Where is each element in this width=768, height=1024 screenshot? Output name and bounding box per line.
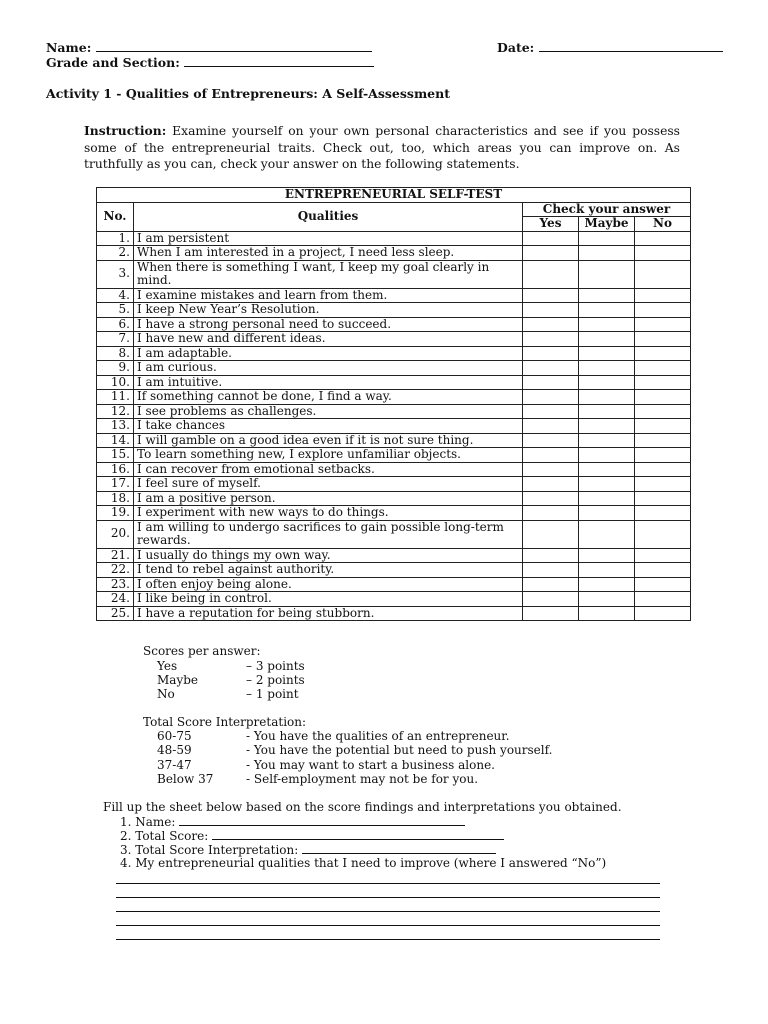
check-cell-yes[interactable] (523, 361, 579, 376)
fillup-interp-label: 3. Total Score Interpretation: (120, 843, 299, 857)
row-quality: I am willing to undergo sacrifices to gain possible long-term rewards. (134, 520, 523, 548)
fillup-interp-field[interactable] (302, 842, 496, 854)
answer-line-4[interactable] (116, 925, 660, 926)
row-number: 6. (97, 317, 134, 332)
row-quality: I can recover from emotional setbacks. (134, 462, 523, 477)
table-row (97, 448, 691, 463)
row-number: 2. (97, 246, 134, 261)
check-cell-no[interactable] (635, 506, 691, 521)
check-cell-maybe[interactable] (579, 419, 635, 434)
table-row (97, 404, 691, 419)
interp-range-3: 37-47 (157, 758, 192, 772)
check-cell-maybe[interactable] (579, 491, 635, 506)
row-number: 7. (97, 332, 134, 347)
answer-line-1[interactable] (116, 883, 660, 884)
row-quality: I am curious. (134, 361, 523, 376)
instruction-label: Instruction: (84, 123, 167, 138)
date-field[interactable] (539, 40, 723, 52)
check-cell-no[interactable] (635, 491, 691, 506)
row-number: 10. (97, 375, 134, 390)
row-quality: I am a positive person. (134, 491, 523, 506)
table-row (97, 433, 691, 448)
name-field[interactable] (96, 40, 372, 52)
row-quality: I feel sure of myself. (134, 477, 523, 492)
table-row (97, 506, 691, 521)
check-cell-yes[interactable] (523, 303, 579, 318)
grade-label: Grade and Section: (46, 55, 180, 70)
row-quality: I keep New Year’s Resolution. (134, 303, 523, 318)
fillup-name-row (120, 814, 465, 829)
col-header-no: No. (97, 202, 134, 231)
interp-range-1: 60-75 (157, 729, 192, 743)
table-row (97, 375, 691, 390)
answer-line-2[interactable] (116, 897, 660, 898)
table-row (97, 419, 691, 434)
check-cell-no[interactable] (635, 361, 691, 376)
check-cell-no[interactable] (635, 231, 691, 246)
col-header-maybe: Maybe (579, 217, 635, 232)
row-number: 13. (97, 419, 134, 434)
check-cell-maybe[interactable] (579, 288, 635, 303)
check-cell-yes[interactable] (523, 462, 579, 477)
check-cell-yes[interactable] (523, 491, 579, 506)
row-number: 3. (97, 260, 134, 288)
row-number: 12. (97, 404, 134, 419)
row-quality: I like being in control. (134, 592, 523, 607)
row-number: 21. (97, 548, 134, 563)
check-cell-maybe[interactable] (579, 433, 635, 448)
row-number: 23. (97, 577, 134, 592)
col-header-no-answer: No (635, 217, 691, 232)
row-quality: I often enjoy being alone. (134, 577, 523, 592)
table-row (97, 563, 691, 578)
self-test-table (96, 187, 691, 621)
instruction-text: Examine yourself on your own personal characteristics and see if you possess some of the entrepreneurial traits. Check out, too, which areas you can improve on. As truthfully as you can, check your answer on the following statements. (84, 124, 680, 171)
table-row (97, 592, 691, 607)
check-cell-maybe[interactable] (579, 563, 635, 578)
interp-range-2: 48-59 (157, 743, 192, 757)
col-header-check: Check your answer (523, 202, 691, 217)
row-quality: I have a reputation for being stubborn. (134, 606, 523, 621)
check-cell-no[interactable] (635, 288, 691, 303)
table-row (97, 462, 691, 477)
date-row (497, 40, 723, 55)
fillup-improve-label: 4. My entrepreneurial qualities that I need to improve (where I answered “No”) (120, 856, 607, 870)
row-quality: I experiment with new ways to do things. (134, 506, 523, 521)
row-number: 25. (97, 606, 134, 621)
grade-row (46, 55, 374, 70)
grade-field[interactable] (184, 55, 374, 67)
score-maybe-value: – 2 points (246, 673, 305, 687)
check-cell-maybe[interactable] (579, 477, 635, 492)
check-cell-yes[interactable] (523, 477, 579, 492)
answer-line-3[interactable] (116, 911, 660, 912)
table-row (97, 231, 691, 246)
check-cell-yes[interactable] (523, 375, 579, 390)
check-cell-yes[interactable] (523, 563, 579, 578)
check-cell-no[interactable] (635, 419, 691, 434)
score-no-value: – 1 point (246, 687, 299, 701)
check-cell-yes[interactable] (523, 317, 579, 332)
row-quality: I will gamble on a good idea even if it is not sure thing. (134, 433, 523, 448)
table-row (97, 303, 691, 318)
check-cell-yes[interactable] (523, 404, 579, 419)
col-header-qualities: Qualities (134, 202, 523, 231)
check-cell-yes[interactable] (523, 548, 579, 563)
interp-text-4: - Self-employment may not be for you. (246, 772, 479, 786)
check-cell-maybe[interactable] (579, 520, 635, 548)
check-cell-no[interactable] (635, 548, 691, 563)
check-cell-maybe[interactable] (579, 462, 635, 477)
table-row (97, 477, 691, 492)
table-row (97, 390, 691, 405)
interp-text-2: - You have the potential but need to push yourself. (246, 743, 553, 757)
row-number: 20. (97, 520, 134, 548)
check-cell-maybe[interactable] (579, 332, 635, 347)
table-row (97, 288, 691, 303)
check-cell-no[interactable] (635, 592, 691, 607)
row-number: 16. (97, 462, 134, 477)
check-cell-no[interactable] (635, 346, 691, 361)
fillup-score-label: 2. Total Score: (120, 829, 209, 843)
instruction-paragraph (84, 123, 680, 173)
score-maybe-label: Maybe (157, 673, 199, 687)
check-cell-no[interactable] (635, 433, 691, 448)
table-row (97, 491, 691, 506)
fillup-name-label: 1. Name: (120, 815, 176, 829)
check-cell-yes[interactable] (523, 260, 579, 288)
check-cell-yes[interactable] (523, 246, 579, 261)
check-cell-no[interactable] (635, 303, 691, 318)
fillup-score-field[interactable] (212, 828, 504, 840)
row-number: 1. (97, 231, 134, 246)
check-cell-maybe[interactable] (579, 375, 635, 390)
check-cell-yes[interactable] (523, 419, 579, 434)
row-number: 11. (97, 390, 134, 405)
check-cell-maybe[interactable] (579, 448, 635, 463)
row-number: 22. (97, 563, 134, 578)
row-number: 8. (97, 346, 134, 361)
row-quality: I am persistent (134, 231, 523, 246)
check-cell-maybe[interactable] (579, 303, 635, 318)
row-quality: If something cannot be done, I find a way. (134, 390, 523, 405)
score-no-label: No (157, 687, 175, 701)
table-body (97, 231, 691, 621)
table-row (97, 317, 691, 332)
check-cell-maybe[interactable] (579, 260, 635, 288)
interp-text-3: - You may want to start a business alone. (246, 758, 495, 772)
table-row (97, 361, 691, 376)
row-quality: I am adaptable. (134, 346, 523, 361)
table-row (97, 332, 691, 347)
row-quality: I examine mistakes and learn from them. (134, 288, 523, 303)
row-quality: I see problems as challenges. (134, 404, 523, 419)
fillup-instruction: Fill up the sheet below based on the score findings and interpretations you obtained. (103, 800, 622, 814)
check-cell-no[interactable] (635, 563, 691, 578)
row-quality: I tend to rebel against authority. (134, 563, 523, 578)
check-cell-no[interactable] (635, 448, 691, 463)
table-row (97, 520, 691, 548)
row-number: 14. (97, 433, 134, 448)
check-cell-maybe[interactable] (579, 317, 635, 332)
check-cell-yes[interactable] (523, 288, 579, 303)
check-cell-maybe[interactable] (579, 390, 635, 405)
row-number: 9. (97, 361, 134, 376)
check-cell-no[interactable] (635, 375, 691, 390)
check-cell-maybe[interactable] (579, 346, 635, 361)
check-cell-yes[interactable] (523, 592, 579, 607)
table-row (97, 260, 691, 288)
score-yes-value: – 3 points (246, 659, 305, 673)
check-cell-no[interactable] (635, 520, 691, 548)
row-number: 5. (97, 303, 134, 318)
check-cell-yes[interactable] (523, 390, 579, 405)
row-quality: I have new and different ideas. (134, 332, 523, 347)
interp-text-1: - You have the qualities of an entrepreneur. (246, 729, 510, 743)
check-cell-yes[interactable] (523, 231, 579, 246)
score-yes-label: Yes (157, 659, 178, 673)
check-cell-maybe[interactable] (579, 606, 635, 621)
row-quality: I usually do things my own way. (134, 548, 523, 563)
table-row (97, 577, 691, 592)
table-row (97, 606, 691, 621)
name-row (46, 40, 372, 55)
check-cell-maybe[interactable] (579, 592, 635, 607)
col-header-yes: Yes (523, 217, 579, 232)
check-cell-no[interactable] (635, 260, 691, 288)
check-cell-maybe[interactable] (579, 404, 635, 419)
check-cell-no[interactable] (635, 577, 691, 592)
fillup-interp-row (120, 842, 496, 857)
scores-heading: Scores per answer: (143, 644, 261, 658)
check-cell-maybe[interactable] (579, 246, 635, 261)
check-cell-maybe[interactable] (579, 506, 635, 521)
check-cell-yes[interactable] (523, 577, 579, 592)
row-number: 17. (97, 477, 134, 492)
name-label: Name: (46, 40, 92, 55)
check-cell-yes[interactable] (523, 433, 579, 448)
interpretation-heading: Total Score Interpretation: (143, 715, 307, 729)
check-cell-no[interactable] (635, 390, 691, 405)
fillup-name-field[interactable] (179, 814, 465, 826)
row-quality: I take chances (134, 419, 523, 434)
check-cell-no[interactable] (635, 462, 691, 477)
row-quality: To learn something new, I explore unfamiliar objects. (134, 448, 523, 463)
interp-range-4: Below 37 (157, 772, 214, 786)
check-cell-yes[interactable] (523, 332, 579, 347)
check-cell-maybe[interactable] (579, 361, 635, 376)
table-row (97, 246, 691, 261)
check-cell-no[interactable] (635, 332, 691, 347)
check-cell-no[interactable] (635, 317, 691, 332)
check-cell-maybe[interactable] (579, 577, 635, 592)
check-cell-no[interactable] (635, 404, 691, 419)
check-cell-yes[interactable] (523, 520, 579, 548)
row-number: 15. (97, 448, 134, 463)
table-title: ENTREPRENEURIAL SELF-TEST (97, 188, 691, 203)
row-quality: When there is something I want, I keep my goal clearly in mind. (134, 260, 523, 288)
check-cell-yes[interactable] (523, 448, 579, 463)
check-cell-maybe[interactable] (579, 548, 635, 563)
activity-title: Activity 1 - Qualities of Entrepreneurs: A Self-Assessment (46, 86, 450, 101)
row-number: 24. (97, 592, 134, 607)
row-number: 4. (97, 288, 134, 303)
check-cell-no[interactable] (635, 246, 691, 261)
row-quality: I have a strong personal need to succeed. (134, 317, 523, 332)
date-label: Date: (497, 40, 535, 55)
check-cell-yes[interactable] (523, 606, 579, 621)
check-cell-no[interactable] (635, 477, 691, 492)
check-cell-no[interactable] (635, 606, 691, 621)
row-number: 19. (97, 506, 134, 521)
table-row (97, 346, 691, 361)
row-number: 18. (97, 491, 134, 506)
fillup-score-row (120, 828, 504, 843)
answer-line-5[interactable] (116, 939, 660, 940)
check-cell-yes[interactable] (523, 346, 579, 361)
check-cell-maybe[interactable] (579, 231, 635, 246)
row-quality: When I am interested in a project, I need less sleep. (134, 246, 523, 261)
row-quality: I am intuitive. (134, 375, 523, 390)
check-cell-yes[interactable] (523, 506, 579, 521)
table-row (97, 548, 691, 563)
